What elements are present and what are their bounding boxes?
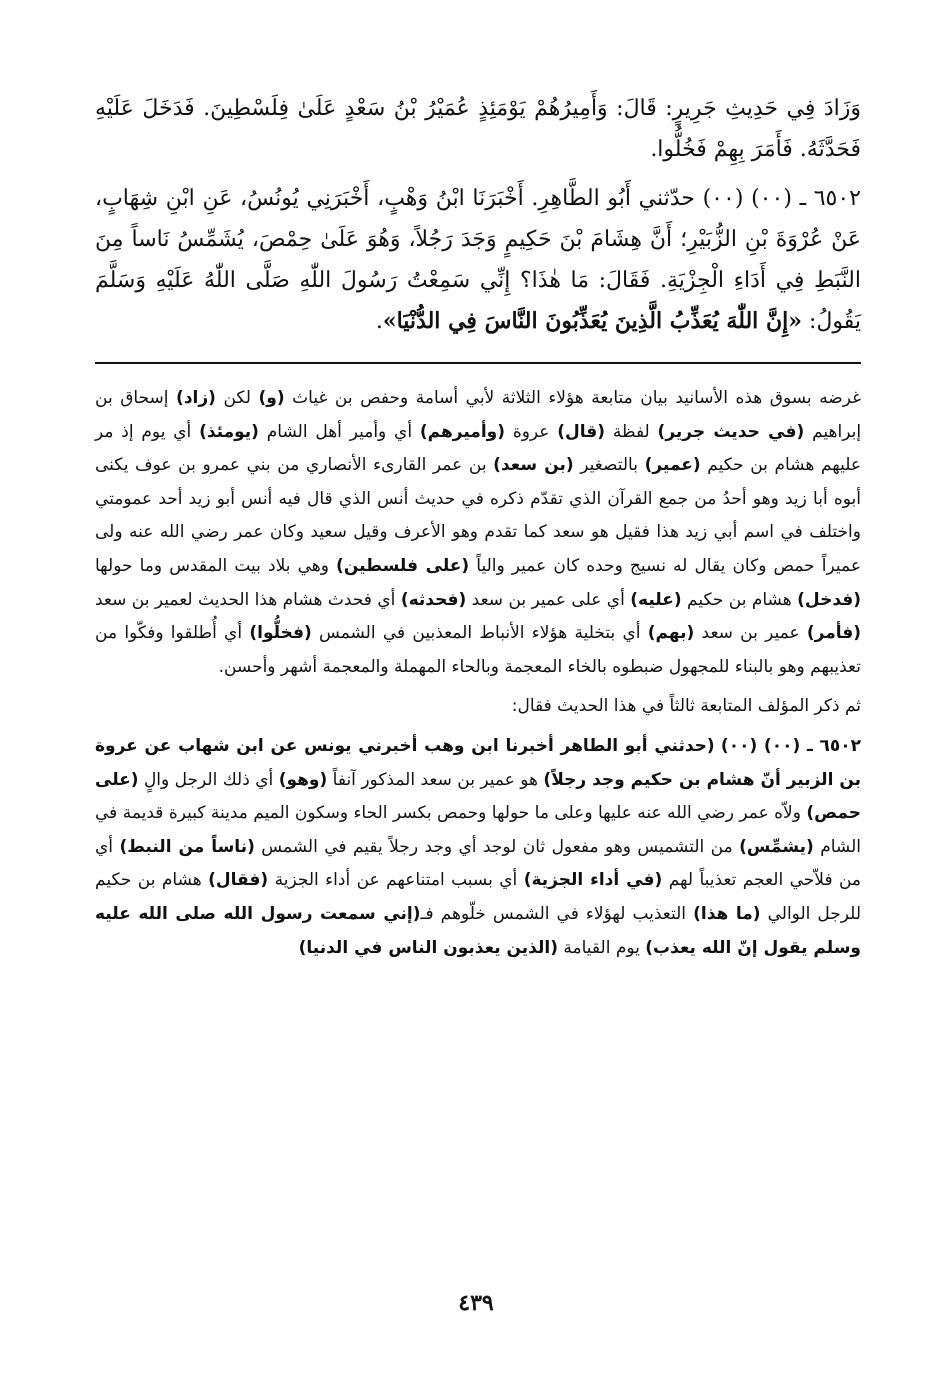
commentary-text: أي يوم إذ مر عليهم هشام بن حكيم bbox=[95, 421, 861, 476]
commentary-quote: (الذين يعذبون الناس في الدنيا) bbox=[298, 937, 558, 958]
commentary-text: من التشميس وهو مفعول ثان لوجد أي وجد رجلاً يقيم في الشمس bbox=[261, 836, 733, 857]
commentary-text: إسحاق بن إبراهيم bbox=[95, 388, 862, 442]
commentary-quote: (إني سمعت رسول الله صلى الله عليه وسلم يقول إنّ الله يعذب) bbox=[95, 903, 861, 958]
commentary-text: هشام بن حكيم للرجل الوالي bbox=[95, 870, 861, 924]
hadith-continuation-text: وَزَادَ فِي حَدِيثِ جَرِيرٍ: قَالَ: وَأَمِيرُهُمْ يَوْمَئِذٍ عُمَيْرُ بْنُ سَعْدٍ عَلَىٰ فِلَسْطِينَ. فَدَخَلَ عَلَيْهِ فَحَدَّثَهُ. فَأَمَرَ بِهِمْ فَخُلُّوا. bbox=[95, 96, 861, 162]
commentary-text: ولاّه عمر رضي الله عنه عليها وعلى ما حولها وحمص بكسر الحاء وسكون الميم مدينة كبيرة قديمة في الشام bbox=[95, 803, 861, 857]
commentary-text: وهي بلاد بيت المقدس وما حولها bbox=[95, 555, 329, 576]
commentary-text: لفظة bbox=[612, 421, 650, 442]
commentary-quote: (و) bbox=[258, 388, 285, 408]
commentary-quote: (بهم) bbox=[647, 623, 695, 644]
footnote-divider bbox=[95, 362, 861, 364]
commentary-text: هشام بن حكيم bbox=[687, 589, 792, 610]
commentary-text: أي على عمير بن سعد bbox=[471, 589, 625, 610]
commentary-text: التعذيب لهؤلاء في الشمس خلّوهم فـ bbox=[420, 903, 687, 924]
hadith-number: ٦٥٠٢ ـ (٠٠) (٠٠) bbox=[720, 735, 862, 756]
commentary-text: لكن bbox=[223, 388, 251, 408]
commentary-text: بن عمر القارىء الأنصاري من بني عمرو بن عوف يكنى أبوه أبا زيد وهو أحدُ من جمع القرآن الذي تقدّم ذكره في حديث أنس الذي قال فيه أنس أبو زيد أحد عمومتي واختلف في اسم أبي زيد هذا فقيل هو سعد كما تقدم وهو الأعرف وقيل سعيد وكان عمر رضي الله عنه ولى عميراً حمص وكان يقال له نسيج وحده كان عمير والياً bbox=[95, 455, 862, 576]
page-body bbox=[95, 88, 861, 1348]
commentary-text: أي بسبب امتناعهم عن أداء الجزية bbox=[274, 870, 518, 891]
commentary-quote: (في حديث جرير) bbox=[657, 421, 805, 442]
commentary-text: أي ذلك الرجل والٍ bbox=[143, 769, 274, 790]
hadith-end-mark: . bbox=[375, 309, 383, 334]
commentary-text: أي فحدث هشام هذا الحديث لعمير بن سعد bbox=[95, 589, 396, 610]
commentary-quote: (على حمص) bbox=[95, 769, 862, 824]
hadith-text-6502 bbox=[95, 178, 861, 342]
commentary-quote: (في أداء الجزية) bbox=[523, 870, 663, 891]
page-number: ٤٣٩ bbox=[458, 1290, 494, 1316]
commentary-quote: (فدخل) bbox=[797, 589, 862, 610]
commentary-quote: (يومئذ) bbox=[199, 421, 259, 442]
commentary-text: بالتصغير bbox=[580, 455, 638, 476]
commentary-quote: (بن سعد) bbox=[493, 455, 574, 476]
commentary-text: أي أُطلقوا وفكّوا من تعذيبهم وهو بالبناء للمجهول ضبطوه بالخاء المعجمة وبالحاء المهملة والمعجمة أشهر وأحسن. bbox=[95, 623, 861, 677]
commentary-quote: (فحدثه) bbox=[400, 589, 467, 610]
commentary-text: هو عمير بن سعد المذكور آنفاً bbox=[332, 769, 538, 790]
commentary-quote: (زاد) bbox=[176, 388, 216, 408]
commentary-paragraph-3 bbox=[95, 730, 861, 965]
commentary-quote: (فخلُّوا) bbox=[249, 623, 312, 644]
commentary-text: يوم القيامة bbox=[563, 937, 640, 958]
commentary-paragraph-2 bbox=[95, 690, 861, 724]
commentary-quote: (ناساً من النبط) bbox=[119, 836, 255, 857]
commentary-quote: (فقال) bbox=[208, 870, 269, 891]
commentary-quote: (يشمِّس) bbox=[739, 836, 814, 857]
hadith-isnad-text: ٦٥٠٢ ـ (٠٠) (٠٠) حدّثني أَبُو الطَّاهِرِ. أَخْبَرَنَا ابْنُ وَهْبٍ، أَخْبَرَنِي يُونُسُ، عَنِ ابْنِ شِهَابٍ، عَنْ عُرْوَةَ بْنِ الزُّبَيْرِ؛ أَنَّ هِشَامَ بْنَ حَكِيمٍ وَجَدَ رَجُلاً، وَهُوَ عَلَىٰ حِمْصَ، يُشَمِّسُ نَاساً مِنَ النَّبَطِ فِي أَدَاءِ الْجِزْيَةِ. فَقَالَ: مَا هٰذَا؟ إِنِّي سَمِعْتُ رَسُولَ اللّٰهِ صَلَّى اللّٰهُ عَلَيْهِ وَسَلَّمَ يَقُولُ: bbox=[95, 186, 861, 334]
commentary-paragraph-1 bbox=[95, 382, 861, 684]
commentary-text: أي بتخلية هؤلاء الأنباط المعذبين في الشمس bbox=[319, 623, 641, 644]
hadith-text-continuation bbox=[95, 88, 861, 170]
commentary-text: عروة bbox=[512, 421, 550, 442]
commentary-quote: (حدثني أبو الطاهر أخبرنا ابن وهب أخبرني يونس عن ابن شهاب عن عروة بن الزبير أنّ هشام بن حكيم وجد رجلاً) bbox=[95, 735, 862, 790]
commentary-quote: (عمير) bbox=[644, 455, 701, 476]
commentary-quote: (فأمر) bbox=[806, 623, 862, 644]
commentary-quote: (قال) bbox=[557, 421, 606, 442]
commentary-quote: (عليه) bbox=[630, 589, 682, 610]
commentary-quote: (وهو) bbox=[278, 769, 328, 790]
commentary-quote: (وأميرهم) bbox=[419, 421, 505, 442]
commentary-text: أي وأمير أهل الشام bbox=[266, 421, 413, 442]
commentary-text: غرضه بسوق هذه الأسانيد بيان متابعة هؤلاء الثلاثة لأبي أسامة وحفص بن غياث bbox=[292, 388, 862, 408]
commentary-text: ثم ذكر المؤلف المتابعة ثالثاً في هذا الحديث فقال: bbox=[511, 696, 861, 717]
commentary-quote: (على فلسطين) bbox=[336, 555, 470, 576]
prophetic-saying: «إِنَّ اللّٰهَ يُعَذِّبُ الَّذِينَ يُعَذِّبُونَ النَّاسَ فِي الدُّنْيَا» bbox=[382, 308, 802, 334]
commentary-quote: (ما هذا) bbox=[693, 903, 761, 924]
commentary-text: أي من فلاّحي العجم تعذيباً لهم bbox=[95, 836, 862, 891]
commentary-text: عمير بن سعد bbox=[701, 623, 800, 644]
